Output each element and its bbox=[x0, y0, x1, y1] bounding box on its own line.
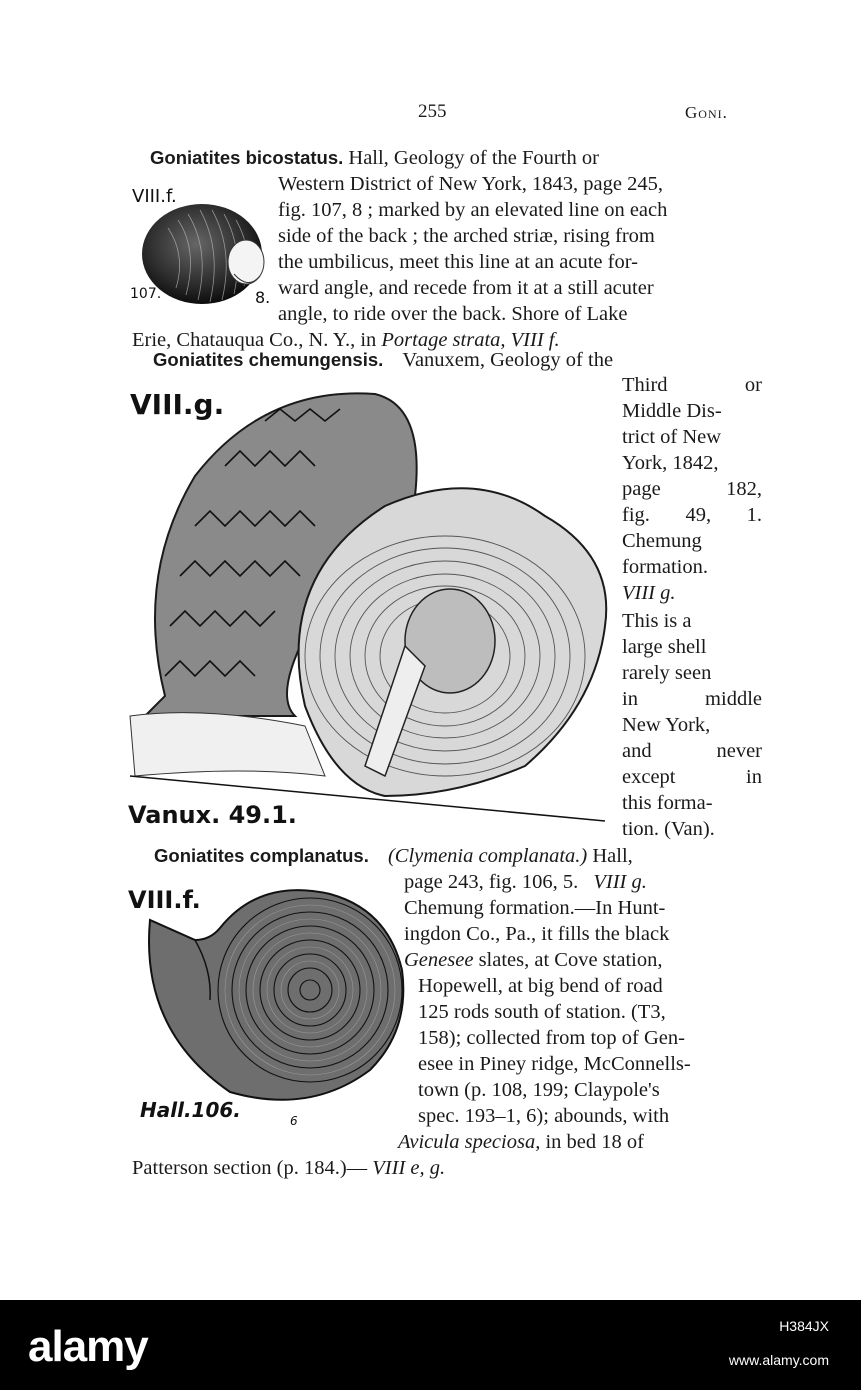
entry1-line-3: side of the back ; the arched striæ, rising from bbox=[278, 225, 655, 247]
entry3-line-4: ingdon Co., Pa., it fills the black bbox=[404, 923, 670, 945]
entry3-line-5 bbox=[404, 947, 662, 973]
entry3-plain: Hall, bbox=[592, 845, 633, 867]
entry2-col2-6: except in bbox=[622, 766, 762, 788]
entry3-name: Goniatites complanatus. bbox=[154, 845, 369, 866]
entry2-col-6: Chemung bbox=[622, 530, 702, 552]
entry1-line-0: Hall, Geology of the Fourth or bbox=[348, 147, 599, 169]
entry2-col2-3: in middle bbox=[622, 688, 762, 710]
entry3-line5-italic: Genesee bbox=[404, 949, 474, 971]
fig2-shell-illustration bbox=[125, 376, 620, 834]
fig3-label-bottom: Hall.106. bbox=[140, 1098, 241, 1122]
entry3-last-italic: VIII e, g. bbox=[372, 1157, 446, 1179]
entry3-last-line bbox=[132, 1155, 445, 1181]
entry3-first-line bbox=[154, 843, 633, 869]
entry3-line-12 bbox=[398, 1129, 644, 1155]
entry2-col-3: York, 1842, bbox=[622, 452, 719, 474]
entry2-col2-1: large shell bbox=[622, 636, 707, 658]
entry3-line-10: town (p. 108, 199; Claypole's bbox=[418, 1079, 660, 1101]
entry1-name: Goniatites bicostatus. bbox=[150, 147, 344, 168]
entry1-last-plain: Erie, Chatauqua Co., N. Y., in bbox=[132, 329, 382, 351]
fig1-label-left: 107. bbox=[130, 286, 162, 302]
entry3-line2-italic: VIII g. bbox=[593, 871, 647, 893]
fig3-label-top: VIII.f. bbox=[128, 886, 201, 914]
site-url: www.alamy.com bbox=[728, 1352, 829, 1368]
entry1-line-5: ward angle, and recede from it at a still acuter bbox=[278, 277, 654, 299]
entry2-col-italic: VIII g. bbox=[622, 582, 676, 604]
entry3-line-8: 158); collected from top of Gen- bbox=[418, 1027, 685, 1049]
entry1-first-line bbox=[150, 145, 599, 171]
page-number: 255 bbox=[418, 101, 447, 122]
entry3-line-6: Hopewell, at big bend of road bbox=[418, 975, 663, 997]
fig1-label-top: VIII.f. bbox=[132, 186, 177, 207]
entry2-col-2: trict of New bbox=[622, 426, 722, 448]
entry2-col-4: page 182, bbox=[622, 478, 762, 500]
entry3-line-11: spec. 193–1, 6); abounds, with bbox=[418, 1105, 670, 1127]
fig2-label-top: VIII.g. bbox=[130, 388, 225, 421]
fig1-label-right: 8. bbox=[255, 288, 271, 307]
fig2-label-bottom: Vanux. 49.1. bbox=[128, 801, 297, 829]
entry1-last-italic: Portage strata, VIII f. bbox=[381, 329, 560, 351]
entry2-first-line bbox=[153, 347, 613, 373]
fig3-label-num: 6 bbox=[290, 1114, 298, 1128]
entry1-line-4: the umbilicus, meet this line at an acute for- bbox=[278, 251, 638, 273]
entry2-col2-5: and never bbox=[622, 740, 762, 762]
entry1-line-2: fig. 107, 8 ; marked by an elevated line on each bbox=[278, 199, 668, 221]
entry3-line-2 bbox=[404, 869, 647, 895]
running-head: Goni. bbox=[685, 103, 728, 122]
entry2-col2-8: tion. (Van). bbox=[622, 818, 715, 840]
fig3-shell-illustration bbox=[140, 880, 415, 1108]
entry3-line12-italic: Avicula speciosa, bbox=[398, 1131, 541, 1153]
entry2-col-1: Middle Dis- bbox=[622, 400, 722, 422]
entry3-last-plain: Patterson section (p. 184.)— bbox=[132, 1157, 373, 1179]
entry3-line2-plain: page 243, fig. 106, 5. bbox=[404, 871, 579, 893]
entry3-line-3: Chemung formation.—In Hunt- bbox=[404, 897, 666, 919]
entry2-col-7: formation. bbox=[622, 556, 708, 578]
image-id: H384JX bbox=[779, 1318, 829, 1334]
entry2-col-5: fig. 49, 1. bbox=[622, 504, 762, 526]
entry3-italic: (Clymenia complanata.) bbox=[387, 845, 588, 867]
entry2-col2-4: New York, bbox=[622, 714, 711, 736]
entry1-line-6: angle, to ride over the back. Shore of Lake bbox=[278, 303, 628, 325]
entry2-col2-7: this forma- bbox=[622, 792, 713, 814]
fig1-shell-illustration bbox=[138, 200, 272, 312]
entry2-first-text: Vanuxem, Geology of the bbox=[402, 349, 614, 371]
entry3-line-9: esee in Piney ridge, McConnells- bbox=[418, 1053, 691, 1075]
alamy-logo: alamy bbox=[28, 1322, 148, 1371]
entry1-line-1: Western District of New York, 1843, page 245, bbox=[278, 173, 663, 195]
entry3-line5-plain: slates, at Cove station, bbox=[478, 949, 663, 971]
entry2-column bbox=[622, 372, 762, 842]
entry2-name: Goniatites chemungensis. bbox=[153, 349, 384, 370]
entry2-col2-2: rarely seen bbox=[622, 662, 712, 684]
entry3-line12-plain: in bed 18 of bbox=[545, 1131, 644, 1153]
entry2-col2-0: This is a bbox=[622, 610, 692, 632]
entry3-line-7: 125 rods south of station. (T3, bbox=[418, 1001, 666, 1023]
entry2-col-0: Third or bbox=[622, 374, 762, 396]
